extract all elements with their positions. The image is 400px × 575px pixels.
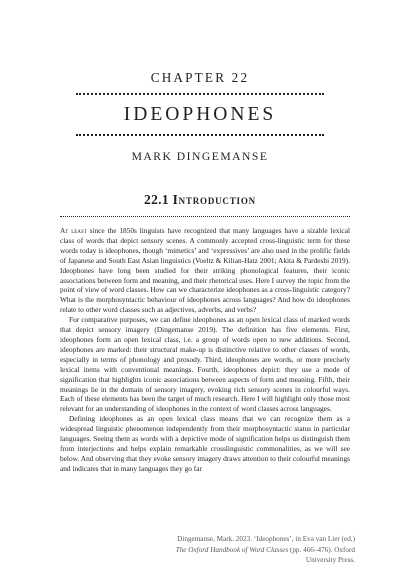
paragraph-1: [60, 226, 350, 315]
chapter-title: IDEOPHONES: [123, 104, 277, 125]
paragraph-2: [60, 315, 350, 414]
citation-footer: [150, 534, 355, 566]
citation-pages: (pp. 466–476). Oxford University Press.: [288, 545, 355, 564]
section-heading: [0, 192, 400, 208]
citation-line-1: Dingemanse, Mark. 2023. ‘Ideophones’, in Eva van Lier (ed.): [177, 535, 355, 543]
citation-line-2: [150, 545, 355, 566]
chapter-label: CHAPTER 22: [150, 70, 250, 85]
section-rule: [60, 216, 350, 217]
paragraph-3: [60, 414, 350, 473]
section-name: Introduction: [172, 192, 256, 207]
top-dotted-rule: [76, 93, 324, 95]
paragraph-text: For comparative purposes, we can define ideophones as an open lexical class of marked words that depict sensory imagery (Dingemanse 2019). The definition has five elements. First, ideophones form an open lexical class, i.e. a group of words open to new additions. Second, ideophones are marked: their structural make-up is distinctive relative to other classes of words, especially in terms of phonology and prosody. Third, ideophones are words, or more precisely lexical items with conventional meanings. Fourth, ideophones depict: they use a mode of signification that highlights iconic associations between aspects of form and meaning. Fifth, their meanings lie in the domain of sensory imagery, evoking rich sensory scenes in colourful ways. Each of these elements has been the target of much research. Here I will highlight only those most relevant for an understanding of ideophones in the context of word classes across languages.: [60, 315, 350, 414]
book-title: The Oxford Handbook of Word Classes: [175, 545, 289, 554]
paragraph-text: Defining ideophones as an open lexical class means that we can recognize them as a widespread linguistic phenomenon independently from their morphosyntactic status in particular languages. Seeing them as words with a depictive mode of signification helps us distinguish them from interjections and helps explain remarkable crosslinguistic commonalities, as we will see below. And observing that they evoke sensory imagery draws attention to their colourful meanings and indicates that in many languages they go far: [60, 414, 350, 473]
paragraph-lead: At least: [60, 226, 87, 235]
bottom-dotted-rule: [76, 134, 324, 136]
body-text: [60, 226, 350, 474]
author-name: MARK DINGEMANSE: [131, 150, 269, 163]
section-number: 22.1: [144, 192, 169, 207]
paragraph-text: since the 1850s linguists have recognized that many languages have a sizable lexical class of words that depict sensory scenes. A commonly accepted cross-linguistic term for these words today is ideophones, though ‘mimetics’ and ‘expressives’ are also used in the prolific fields of Japanese and South East Asian linguistics (Voeltz & Kilian-Hatz 2001; Akita & Pardeshi 2019). Ideophones have long been studied for their striking phonological features, their iconic associations between form and meaning, and their rhetorical uses. Here I survey the topic from the point of view of word classes. How can we characterize ideophones as a cross-linguistic category? What is the morphosyntactic behaviour of ideophones across languages? And how do ideophones relate to other word classes such as adjectives, adverbs, and verbs?: [60, 226, 350, 315]
